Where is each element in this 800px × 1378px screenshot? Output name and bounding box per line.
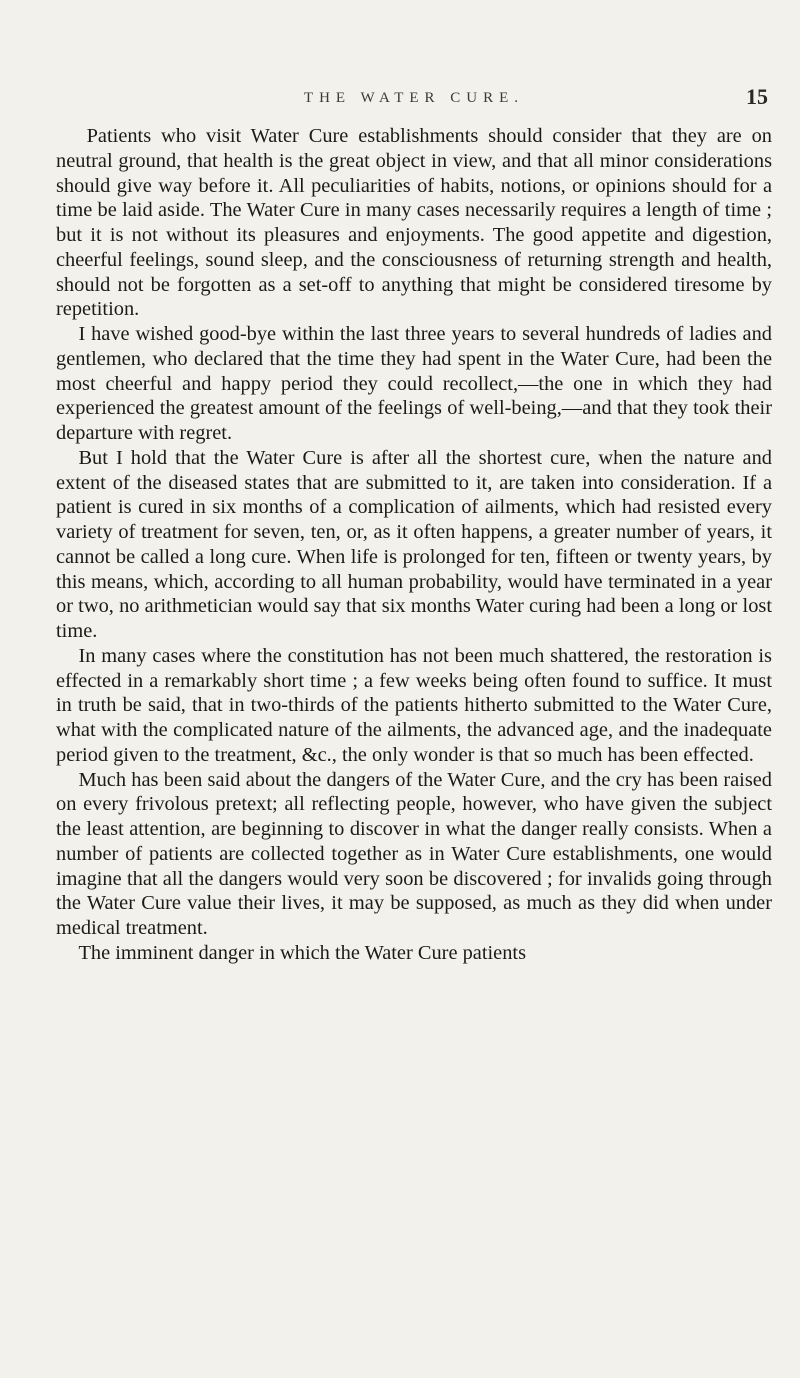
paragraph: But I hold that the Water Cure is after all the shortest cure, when the nature and extent of the diseased states that are submitted to it, are taken into consideration. If a patient is cured in six months of a complication of ailments, which had resisted every variety of treatment for seven, ten, or, as it often happens, a greater number of years, it cannot be called a long cure. When life is prolonged for ten, fifteen or twenty years, by this means, which, according to all human probability, would have terminated in a year or two, no arithmetician would say that six months Water curing had been a long or lost time. [56,446,772,642]
paragraph: In many cases where the constitution has not been much shattered, the restoration is effected in a remarkably short time ; a few weeks being often found to suffice. It must in truth be said, that in two-thirds of the patients hitherto submitted to the Water Cure, what with the complicated nature of the ailments, the advanced age, and the inadequate period given to the treatment, &c., the only wonder is that so much has been effected. [56,644,772,766]
paragraph: I have wished good-bye within the last three years to several hundreds of ladies and gentlemen, who declared that the time they had spent in the Water Cure, had been the most cheerful and happy period they could recollect,—the one in which they had experienced the greatest amount of the feelings of well-being,—and that they took their departure with regret. [56,323,772,444]
paragraph: The imminent danger in which the Water Cure patients [78,941,527,964]
body-text [56,124,772,966]
page-header [60,84,768,118]
running-title: THE WATER CURE. [303,90,525,106]
page-number: 15 [746,84,768,109]
paragraph: Much has been said about the dangers of the Water Cure, and the cry has been raised on every frivolous pretext; all reflecting people, however, who have given the subject the least attention, are beginning to discover in what the danger really consists. When a number of patients are collected together as in Water Cure establishments, one would imagine that all the dangers would very soon be discovered ; for invalids going through the Water Cure value their lives, it may be supposed, as much as they did when under medical treatment. [56,768,772,939]
paragraph: Patients who visit Water Cure establishments should consider that they are on neutral ground, that health is the great object in view, and that all minor considerations should give way before it. All peculiarities of habits, notions, or opinions should for a time be laid aside. The Water Cure in many cases necessarily requires a length of time ; but it is not without its pleasures and enjoyments. The good appetite and digestion, cheerful feelings, sound sleep, and the consciousness of returning strength and health, should not be forgotten as a set-off to anything that might be considered tiresome by repetition. [56,125,772,321]
